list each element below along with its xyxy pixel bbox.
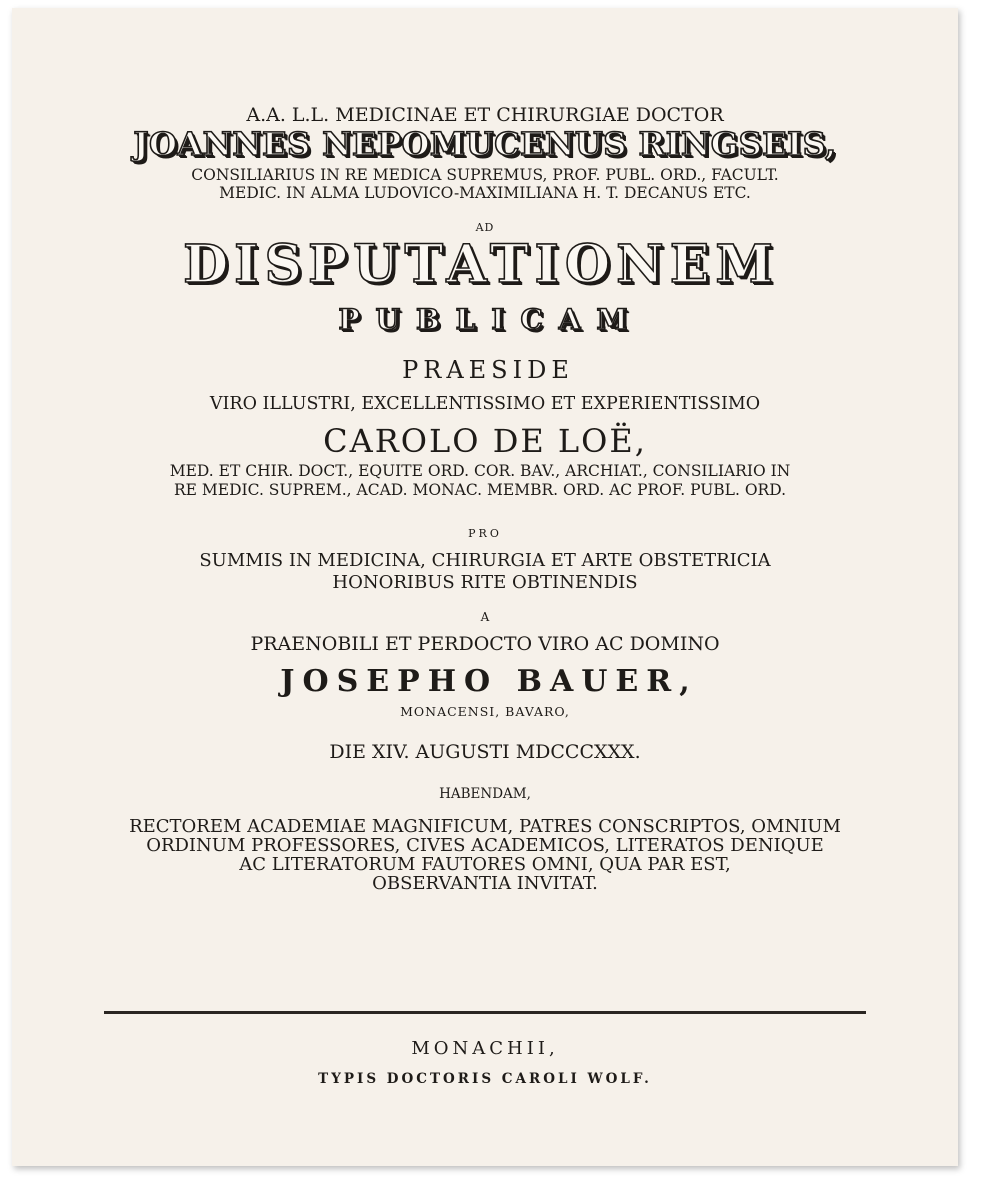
imprint-printer: TYPIS DOCTORIS CAROLI WOLF.: [318, 1071, 652, 1087]
doctor-title-line-1: CONSILIARIUS IN RE MEDICA SUPREMUS, PROF. PUBL. ORD., FACULT.: [191, 166, 779, 184]
purpose-line-1: SUMMIS IN MEDICINA, CHIRURGIA ET ARTE OBSTETRICIA: [199, 550, 771, 571]
praeside-label: PRAESIDE: [402, 356, 574, 384]
degree-line: A.A. L.L. MEDICINAE ET CHIRURGIAE DOCTOR: [246, 104, 724, 126]
main-title: DISPUTATIONEM: [183, 234, 779, 295]
disputation-date: DIE XIV. AUGUSTI MDCCCXXX.: [329, 741, 641, 763]
praeses-title-line-1: MED. ET CHIR. DOCT., EQUITE ORD. COR. BAV., ARCHIAT., CONSILIARIO IN: [169, 462, 791, 480]
invitation-line-3: AC LITERATORUM FAUTORES OMNI, QUA PAR EST,: [239, 854, 731, 875]
invitation-line-1: RECTOREM ACADEMIAE MAGNIFICUM, PATRES CONSCRIPTOS, OMNIUM: [129, 816, 841, 837]
invitation-line-2: ORDINUM PROFESSORES, CIVES ACADEMICOS, LITERATOS DENIQUE: [146, 835, 824, 856]
purpose-line-2: HONORIBUS RITE OBTINENDIS: [332, 572, 638, 593]
doctor-title-line-2: MEDIC. IN ALMA LUDOVICO-MAXIMILIANA H. T. DECANUS ETC.: [219, 184, 751, 202]
ad-word: AD: [475, 221, 495, 234]
habendam-word: HABENDAM,: [439, 786, 531, 802]
a-word: A: [480, 610, 490, 624]
subtitle: PUBLICAM: [338, 303, 644, 336]
imprint-divider: [104, 1011, 866, 1014]
imprint-place: MONACHII,: [411, 1038, 559, 1059]
praeses-title-line-2: RE MEDIC. SUPREM., ACAD. MONAC. MEMBR. ORD. AC PROF. PUBL. ORD.: [173, 481, 787, 499]
candidate-origin: MONACENSI, BAVARO,: [400, 704, 570, 719]
pro-word: PRO: [468, 527, 502, 540]
candidate-name: JOSEPHO BAUER,: [280, 664, 698, 699]
doctor-name: JOANNES NEPOMUCENUS RINGSEIS,: [133, 125, 837, 163]
candidate-epithet: PRAENOBILI ET PERDOCTO VIRO AC DOMINO: [250, 633, 720, 655]
praeses-epithet: VIRO ILLUSTRI, EXCELLENTISSIMO ET EXPERIENTISSIMO: [209, 394, 761, 414]
praeses-name: CAROLO DE LOË,: [323, 422, 647, 460]
invitation-line-4: OBSERVANTIA INVITAT.: [372, 873, 598, 894]
title-page: [12, 8, 958, 1166]
